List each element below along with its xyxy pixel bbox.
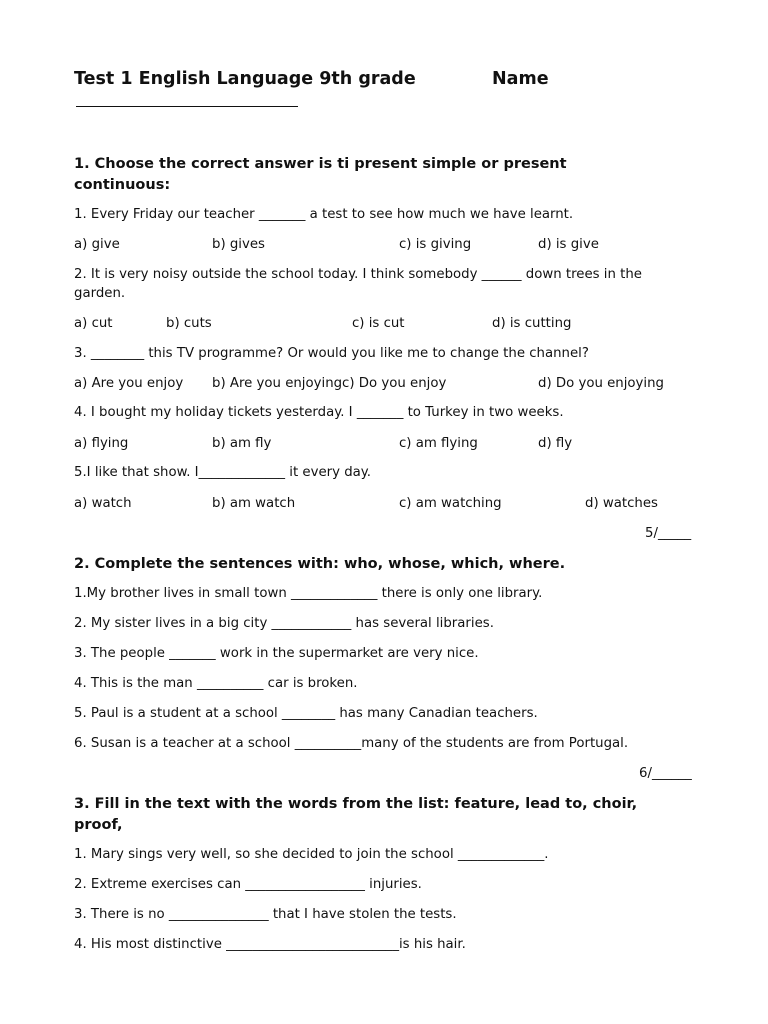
q3-option-b: b) Are you enjoyingc) Do you enjoy (212, 376, 447, 391)
q1-option-b: b) gives (212, 237, 265, 252)
q2-option-b: b) cuts (166, 316, 212, 331)
s3-sentence-4: 4. His most distinctive __________________________is his hair. (74, 937, 466, 952)
s3-sentence-2: 2. Extreme exercises can __________________ injuries. (74, 877, 422, 892)
section3-heading-cont: proof, (74, 817, 123, 833)
question-3: 3. ________ this TV programme? Or would you like me to change the channel? (74, 346, 589, 361)
s2-sentence-6: 6. Susan is a teacher at a school __________many of the students are from Portugal. (74, 736, 629, 751)
q4-option-d: d) fly (538, 436, 573, 451)
s3-sentence-3: 3. There is no _______________ that I have stolen the tests. (74, 907, 457, 922)
s2-sentence-4: 4. This is the man __________ car is broken. (74, 676, 358, 691)
question-1: 1. Every Friday our teacher _______ a test to see how much we have learnt. (74, 207, 574, 222)
name-label: Name (492, 69, 549, 89)
s3-sentence-1: 1. Mary sings very well, so she decided to join the school _____________. (74, 847, 549, 862)
q4-option-c: c) am flying (399, 436, 478, 451)
section2-score: 6/______ (639, 766, 692, 781)
q1-option-a: a) give (74, 237, 120, 252)
test-title: Test 1 English Language 9th grade (74, 69, 416, 89)
q2-option-a: a) cut (74, 316, 113, 331)
question-5: 5.I like that show. I_____________ it every day. (74, 465, 371, 480)
q5-option-d: d) watches (585, 496, 658, 511)
q5-option-c: c) am watching (399, 496, 502, 511)
s2-sentence-2: 2. My sister lives in a big city ____________ has several libraries. (74, 616, 494, 631)
q1-option-c: c) is giving (399, 237, 472, 252)
section1-heading-cont: continuous: (74, 177, 171, 193)
q1-option-d: d) is give (538, 237, 599, 252)
section2-heading: 2. Complete the sentences with: who, whose, which, where. (74, 556, 566, 572)
q4-option-a: a) flying (74, 436, 129, 451)
section1-score: 5/_____ (645, 526, 692, 541)
q3-option-d: d) Do you enjoying (538, 376, 664, 391)
q5-option-b: b) am watch (212, 496, 296, 511)
q5-option-a: a) watch (74, 496, 132, 511)
q2-option-d: d) is cutting (492, 316, 572, 331)
q3-option-a: a) Are you enjoy (74, 376, 184, 391)
s2-sentence-1: 1.My brother lives in small town _____________ there is only one library. (74, 586, 543, 601)
q2-option-c: c) is cut (352, 316, 405, 331)
q4-option-b: b) am fly (212, 436, 272, 451)
s2-sentence-5: 5. Paul is a student at a school ________ has many Canadian teachers. (74, 706, 538, 721)
section3-heading: 3. Fill in the text with the words from the list: feature, lead to, choir, (74, 796, 638, 812)
question-2-cont: garden. (74, 286, 126, 301)
question-4: 4. I bought my holiday tickets yesterday. I _______ to Turkey in two weeks. (74, 405, 564, 420)
name-blank-line (76, 106, 298, 107)
s2-sentence-3: 3. The people _______ work in the supermarket are very nice. (74, 646, 479, 661)
question-2: 2. It is very noisy outside the school today. I think somebody ______ down trees in the (74, 267, 642, 282)
section1-heading: 1. Choose the correct answer is ti present simple or present (74, 156, 567, 172)
